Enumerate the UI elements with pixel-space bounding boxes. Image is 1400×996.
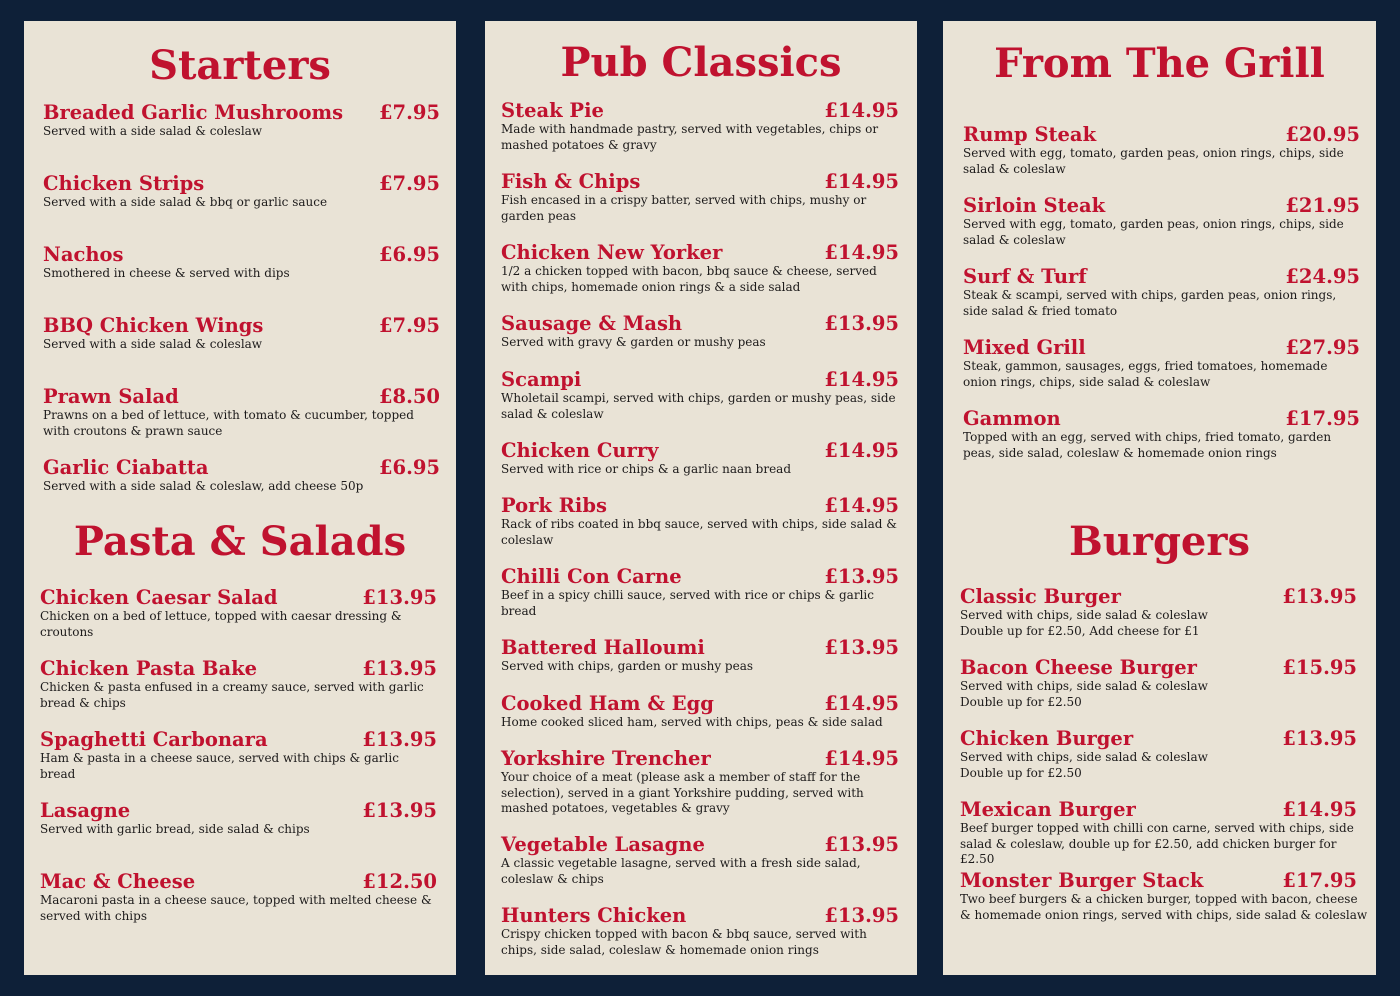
item-description: Smothered in cheese & served with dips — [43, 266, 290, 280]
item-price: £24.95 — [1285, 265, 1360, 288]
menu-item — [960, 657, 1357, 710]
item-price: £14.95 — [1282, 798, 1357, 821]
item-name: Fish & Chips — [501, 170, 641, 193]
item-description: Wholetail scampi, served with chips, garden or mushy peas, side salad & coleslaw — [501, 391, 896, 421]
item-price: £20.95 — [1285, 123, 1360, 146]
item-price: £13.95 — [362, 728, 437, 751]
menu-item — [40, 871, 437, 924]
item-note: Double up for £2.50 — [960, 765, 1082, 780]
item-name: Yorkshire Trencher — [501, 747, 711, 770]
item-name: Bacon Cheese Burger — [960, 656, 1197, 679]
item-description: Ham & pasta in a cheese sauce, served with chips & garlic bread — [40, 751, 399, 781]
item-description: Chicken on a bed of lettuce, topped with caesar dressing & croutons — [40, 609, 402, 639]
item-description: Beef burger topped with chilli con carne, served with chips, side salad & coleslaw, double up for £2.50, add chicken burger for £2.50 — [960, 821, 1354, 866]
item-description: Served with a side salad & coleslaw, add cheese 50p — [43, 479, 364, 493]
item-name: Steak Pie — [501, 99, 604, 122]
menu-item — [40, 800, 437, 838]
item-price: £14.95 — [824, 99, 899, 122]
item-description: Rack of ribs coated in bbq sauce, served with chips, side salad & coleslaw — [501, 517, 897, 547]
menu-item — [501, 313, 899, 351]
item-price: £12.50 — [362, 870, 437, 893]
item-description: A classic vegetable lasagne, served with a fresh side salad, coleslaw & chips — [501, 856, 861, 886]
item-name: Classic Burger — [960, 585, 1121, 608]
item-name: Chicken New Yorker — [501, 241, 723, 264]
item-price: £7.95 — [378, 172, 440, 195]
menu-item — [501, 495, 899, 548]
menu-item — [43, 244, 440, 282]
menu-item — [501, 637, 899, 675]
item-name: Pork Ribs — [501, 494, 607, 517]
item-name: Scampi — [501, 368, 582, 391]
menu-item — [501, 242, 899, 295]
item-name: Chicken Caesar Salad — [40, 586, 278, 609]
item-name: Sausage & Mash — [501, 312, 683, 335]
item-name: Mixed Grill — [963, 336, 1086, 359]
item-price: £14.95 — [824, 439, 899, 462]
menu-item — [960, 870, 1370, 923]
menu-item — [501, 834, 899, 887]
item-price: £6.95 — [378, 456, 440, 479]
item-description: Served with a side salad & bbq or garlic sauce — [43, 195, 328, 209]
item-price: £13.95 — [824, 565, 899, 588]
menu-item — [43, 457, 440, 495]
menu-item — [501, 905, 899, 958]
item-price: £7.95 — [378, 314, 440, 337]
menu-item — [40, 729, 437, 782]
item-description: Served with chips, garden or mushy peas — [501, 659, 754, 673]
item-description: Served with a side salad & coleslaw — [43, 124, 263, 138]
item-name: Spaghetti Carbonara — [40, 728, 268, 751]
menu-panel-middle — [485, 21, 917, 975]
item-price: £14.95 — [824, 747, 899, 770]
menu-item — [501, 566, 899, 619]
menu-item — [960, 728, 1357, 781]
item-name: Battered Halloumi — [501, 636, 705, 659]
menu-item — [963, 337, 1360, 390]
item-price: £15.95 — [1282, 656, 1357, 679]
item-price: £21.95 — [1285, 194, 1360, 217]
item-price: £7.95 — [378, 101, 440, 124]
item-price: £14.95 — [824, 368, 899, 391]
item-price: £8.50 — [378, 385, 440, 408]
menu-item — [960, 586, 1357, 639]
item-name: Chicken Burger — [960, 727, 1134, 750]
item-note: Double up for £2.50 — [960, 694, 1082, 709]
item-description: Served with garlic bread, side salad & chips — [40, 822, 310, 836]
item-name: Lasagne — [40, 799, 131, 822]
item-description: Made with handmade pastry, served with vegetables, chips or mashed potatoes & gravy — [501, 122, 879, 152]
menu-item — [43, 102, 440, 140]
item-price: £6.95 — [378, 243, 440, 266]
item-name: Monster Burger Stack — [960, 869, 1204, 892]
item-description: Crispy chicken topped with bacon & bbq sauce, served with chips, side salad, coleslaw & homemade onion rings — [501, 927, 867, 957]
from-the-grill-heading: From The Grill — [994, 40, 1325, 87]
item-description: Two beef burgers & a chicken burger, topped with bacon, cheese & homemade onion rings, served with chips, side salad & coleslaw — [960, 892, 1368, 922]
menu-item — [963, 266, 1360, 319]
item-description: Beef in a spicy chilli sauce, served with rice or chips & garlic bread — [501, 588, 874, 618]
item-name: Garlic Ciabatta — [43, 456, 209, 479]
menu-item — [960, 799, 1370, 868]
item-name: Chicken Curry — [501, 439, 659, 462]
menu-item — [963, 195, 1360, 248]
item-description: Home cooked sliced ham, served with chips, peas & side salad — [501, 715, 883, 729]
item-description: Served with chips, side salad & coleslaw — [960, 750, 1208, 764]
item-description: Topped with an egg, served with chips, fried tomato, garden peas, side salad, coleslaw & homemade onion rings — [963, 430, 1332, 460]
pasta-salads-heading: Pasta & Salads — [73, 518, 407, 565]
item-description: Served with chips, side salad & coleslaw — [960, 608, 1208, 622]
item-name: Vegetable Lasagne — [501, 833, 705, 856]
item-price: £14.95 — [824, 241, 899, 264]
item-name: Cooked Ham & Egg — [501, 692, 714, 715]
item-description: Prawns on a bed of lettuce, with tomato & cucumber, topped with croutons & prawn sauce — [43, 408, 414, 438]
item-price: £14.95 — [824, 494, 899, 517]
item-name: Chicken Strips — [43, 172, 205, 195]
menu-item — [501, 171, 899, 224]
menu-panel-left — [24, 21, 456, 975]
item-price: £13.95 — [362, 799, 437, 822]
item-description: Served with egg, tomato, garden peas, onion rings, chips, side salad & coleslaw — [963, 146, 1344, 176]
item-description: Served with a side salad & coleslaw — [43, 337, 263, 351]
item-price: £13.95 — [824, 312, 899, 335]
item-note: Double up for £2.50, Add cheese for £1 — [960, 623, 1200, 638]
item-price: £13.95 — [362, 657, 437, 680]
menu-item — [43, 315, 440, 353]
item-name: Breaded Garlic Mushrooms — [43, 101, 344, 124]
menu-item — [501, 748, 905, 817]
item-name: Chicken Pasta Bake — [40, 657, 258, 680]
menu-item — [963, 408, 1360, 461]
menu-item — [40, 587, 437, 640]
item-description: Served with chips, side salad & coleslaw — [960, 679, 1208, 693]
item-name: Hunters Chicken — [501, 904, 687, 927]
item-description: Served with rice or chips & a garlic naan bread — [501, 462, 792, 476]
menu-panel-right — [943, 21, 1376, 975]
item-description: Chicken & pasta enfused in a creamy sauce, served with garlic bread & chips — [40, 680, 424, 710]
menu-item — [40, 658, 437, 711]
item-name: Rump Steak — [963, 123, 1097, 146]
item-name: Mexican Burger — [960, 798, 1136, 821]
menu-item — [43, 173, 440, 211]
item-price: £13.95 — [824, 833, 899, 856]
item-price: £14.95 — [824, 170, 899, 193]
starters-heading: Starters — [149, 42, 331, 89]
item-price: £17.95 — [1282, 869, 1357, 892]
item-name: Chilli Con Carne — [501, 565, 682, 588]
item-description: Served with gravy & garden or mushy peas — [501, 335, 766, 349]
item-price: £13.95 — [1282, 585, 1357, 608]
item-name: BBQ Chicken Wings — [43, 314, 264, 337]
item-name: Gammon — [963, 407, 1061, 430]
item-price: £27.95 — [1285, 336, 1360, 359]
item-description: Steak & scampi, served with chips, garden peas, onion rings, side salad & fried tomato — [963, 288, 1337, 318]
item-price: £17.95 — [1285, 407, 1360, 430]
item-name: Sirloin Steak — [963, 194, 1106, 217]
item-name: Prawn Salad — [43, 385, 179, 408]
menu-item — [43, 386, 440, 439]
item-name: Nachos — [43, 243, 124, 266]
item-description: Macaroni pasta in a cheese sauce, topped with melted cheese & served with chips — [40, 893, 432, 923]
item-description: Your choice of a meat (please ask a member of staff for the selection), served in a giant Yorkshire pudding, served with mashed potatoes, vegetables & gravy — [501, 770, 864, 815]
menu-item — [501, 440, 899, 478]
item-price: £14.95 — [824, 692, 899, 715]
item-description: Steak, gammon, sausages, eggs, fried tomatoes, homemade onion rings, chips, side salad & coleslaw — [963, 359, 1328, 389]
item-price: £13.95 — [824, 904, 899, 927]
menu-item — [963, 124, 1360, 177]
item-description: 1/2 a chicken topped with bacon, bbq sauce & cheese, served with chips, homemade onion rings & a side salad — [501, 264, 877, 294]
item-description: Served with egg, tomato, garden peas, onion rings, chips, side salad & coleslaw — [963, 217, 1344, 247]
item-name: Surf & Turf — [963, 265, 1087, 288]
pub-classics-heading: Pub Classics — [560, 39, 842, 86]
menu-item — [501, 369, 899, 422]
item-price: £13.95 — [824, 636, 899, 659]
item-price: £13.95 — [1282, 727, 1357, 750]
item-price: £13.95 — [362, 586, 437, 609]
menu-item — [501, 693, 899, 731]
item-name: Mac & Cheese — [40, 870, 196, 893]
burgers-heading: Burgers — [1069, 518, 1250, 565]
item-description: Fish encased in a crispy batter, served with chips, mushy or garden peas — [501, 193, 867, 223]
menu-item — [501, 100, 899, 153]
